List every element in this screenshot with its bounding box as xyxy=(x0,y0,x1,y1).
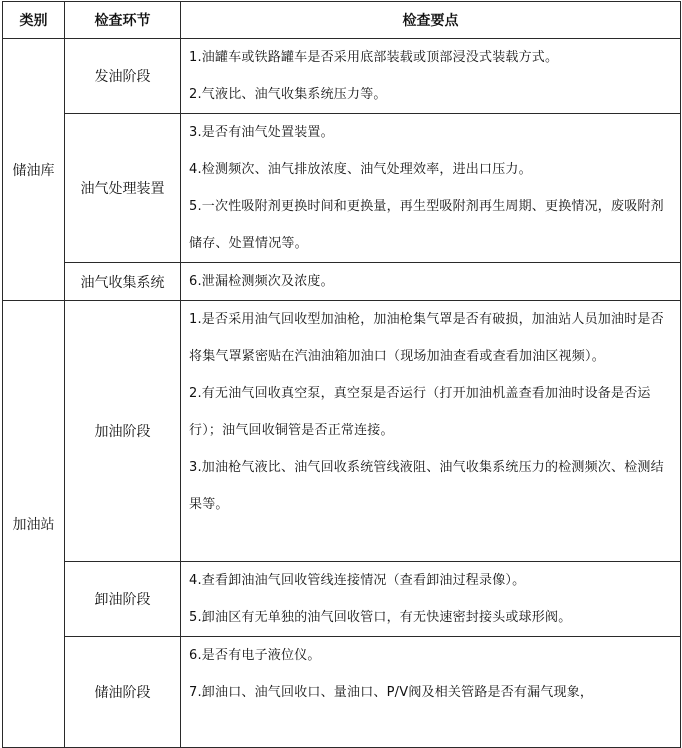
table-row xyxy=(3,562,681,637)
points-cell xyxy=(181,562,681,637)
check-point: 2.有无油气回收真空泵，真空泵是否运行（打开加油机盖查看加油时设备是否运行）；油气回收铜管是否正常连接。 xyxy=(189,386,651,438)
check-point: 1.是否采用油气回收型加油枪，加油枪集气罩是否有破损，加油站人员加油时是否将集气罩紧密贴在汽油油箱加油口（现场加油查看或查看加油区视频）。 xyxy=(189,312,664,364)
check-point: 5.一次性吸附剂更换时间和更换量，再生型吸附剂再生周期、更换情况，废吸附剂储存、处置情况等。 xyxy=(189,199,664,251)
check-point: 7.卸油口、油气回收口、量油口、P/V阀及相关管路是否有漏气现象， xyxy=(189,685,594,700)
header-points: 检查要点 xyxy=(181,2,681,39)
table-row xyxy=(3,637,681,748)
table-row xyxy=(3,39,681,114)
stage-cell: 油气处理装置 xyxy=(65,114,181,263)
stage-cell: 卸油阶段 xyxy=(65,562,181,637)
table-row xyxy=(3,114,681,263)
inspection-table xyxy=(2,1,681,748)
check-point: 5.卸油区有无单独的油气回收管口，有无快速密封接头或球形阀。 xyxy=(189,610,572,625)
stage-cell: 发油阶段 xyxy=(65,39,181,114)
check-point: 3.是否有油气处置装置。 xyxy=(189,125,334,140)
stage-cell: 加油阶段 xyxy=(65,301,181,562)
points-cell xyxy=(181,263,681,301)
table-row xyxy=(3,263,681,301)
category-cell-depot: 储油库 xyxy=(3,39,65,301)
points-cell xyxy=(181,114,681,263)
category-cell-station: 加油站 xyxy=(3,301,65,748)
check-point: 1.油罐车或铁路罐车是否采用底部装载或顶部浸没式装载方式。 xyxy=(189,50,559,65)
header-row xyxy=(3,2,681,39)
check-point: 6.泄漏检测频次及浓度。 xyxy=(189,274,334,289)
check-point: 2.气液比、油气收集系统压力等。 xyxy=(189,87,387,102)
check-point: 4.查看卸油油气回收管线连接情况（查看卸油过程录像）。 xyxy=(189,573,526,588)
check-point: 3.加油枪气液比、油气回收系统管线液阻、油气收集系统压力的检测频次、检测结果等。 xyxy=(189,460,664,512)
points-cell xyxy=(181,301,681,562)
table-row xyxy=(3,301,681,562)
header-stage: 检查环节 xyxy=(65,2,181,39)
check-point: 6.是否有电子液位仪。 xyxy=(189,648,321,663)
stage-cell: 油气收集系统 xyxy=(65,263,181,301)
check-point: 4.检测频次、油气排放浓度、油气处理效率，进出口压力。 xyxy=(189,162,532,177)
header-category: 类别 xyxy=(3,2,65,39)
stage-cell: 储油阶段 xyxy=(65,637,181,748)
points-cell xyxy=(181,637,681,748)
points-cell xyxy=(181,39,681,114)
